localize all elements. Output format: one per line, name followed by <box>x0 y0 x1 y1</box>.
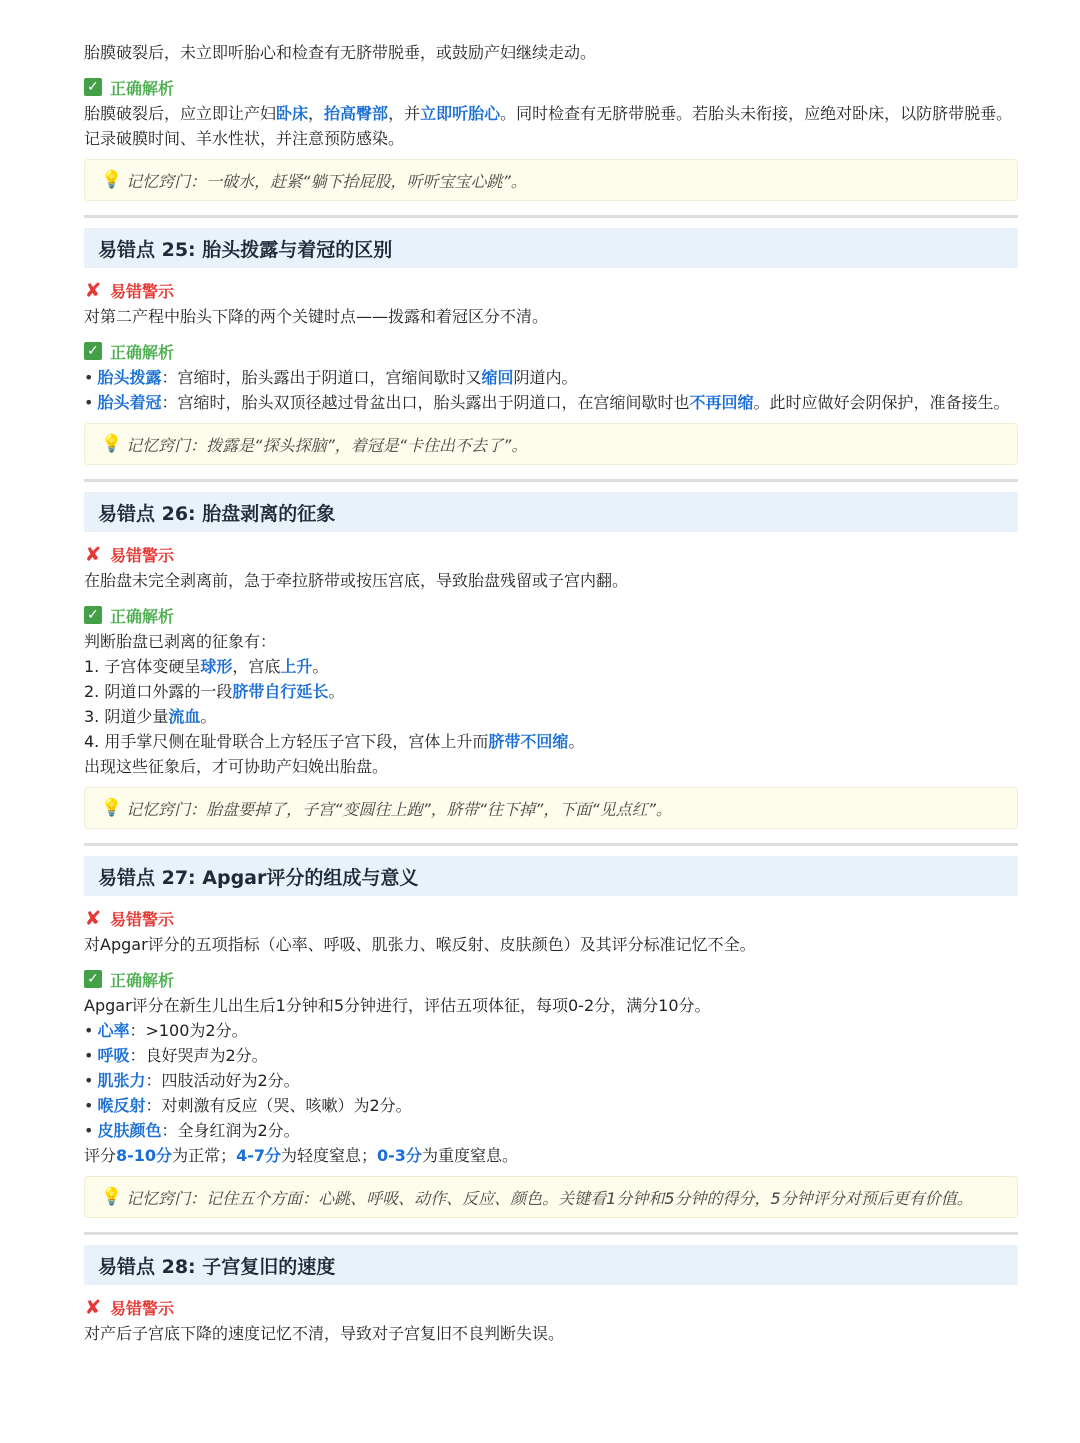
warning-26: 在胎盘未完全剥离前，急于牵拉脐带或按压宫底，导致胎盘残留或子宫内翻。 <box>84 571 629 590</box>
warning-label: ✘ 易错警示 <box>84 542 175 566</box>
list-item: • 心率：>100为2分。 <box>84 1021 248 1040</box>
section-title-25: 易错点 25: 胎头拨露与着冠的区别 <box>84 228 1018 268</box>
warning-27: 对Apgar评分的五项指标（心率、呼吸、肌张力、喉反射、皮肤颜色）及其评分标准记忆不全。 <box>84 935 756 954</box>
list-item: 4. 用手掌尺侧在耻骨联合上方轻压子宫下段，宫体上升而脐带不回缩。 <box>84 732 585 751</box>
section-title-28: 易错点 28: 子宫复旧的速度 <box>84 1245 1018 1285</box>
warning-label: ✘ 易错警示 <box>84 278 175 302</box>
list-item: • 呼吸：良好哭声为2分。 <box>84 1046 268 1065</box>
score-27: 评分8-10分为正常；4-7分为轻度窒息；0-3分为重度窒息。 <box>84 1146 518 1165</box>
section-title-27: 易错点 27: Apgar评分的组成与意义 <box>84 856 1018 896</box>
end-26: 出现这些征象后，才可协助产妇娩出胎盘。 <box>84 757 389 776</box>
divider <box>84 843 1018 846</box>
correct-label: ✓ 正确解析 <box>84 339 1018 363</box>
analysis-24: 胎膜破裂后，应立即让产妇卧床，抬高臀部，并立即听胎心。同时检查有无脐带脱垂。若胎头未衔接，应绝对卧床，以防脐带脱垂。记录破膜时间、羊水性状，并注意预防感染。 <box>84 104 1013 148</box>
cross-icon: ✘ <box>84 278 102 302</box>
tip-27: 💡 记忆窍门：记住五个方面：心跳、呼吸、动作、反应、颜色。关键看1分钟和5分钟的得分，5分钟评分对预后更有价值。 <box>84 1176 1018 1218</box>
list-item: 1. 子宫体变硬呈球形，宫底上升。 <box>84 657 329 676</box>
list-item: 3. 阴道少量流血。 <box>84 707 217 726</box>
section-title-26: 易错点 26: 胎盘剥离的征象 <box>84 492 1018 532</box>
divider <box>84 215 1018 218</box>
warning-label: ✘ 易错警示 <box>84 906 175 930</box>
warning-28: 对产后子宫底下降的速度记忆不清，导致对子宫复旧不良判断失误。 <box>84 1324 565 1343</box>
list-item: • 肌张力：四肢活动好为2分。 <box>84 1071 300 1090</box>
check-icon: ✓ <box>84 606 102 624</box>
tip-24: 💡 记忆窍门：一破水，赶紧“躺下抬屁股，听听宝宝心跳”。 <box>84 159 1018 201</box>
content <box>84 40 1018 1346</box>
lead-27: Apgar评分在新生儿出生后1分钟和5分钟进行，评估五项体征，每项0-2分，满分10分。 <box>84 996 711 1015</box>
tip-25: 💡 记忆窍门：拨露是“探头探脑”，着冠是“卡住出不去了”。 <box>84 423 1018 465</box>
lightbulb-icon: 💡 <box>101 798 123 818</box>
cross-icon: ✘ <box>84 1295 102 1319</box>
correct-label: ✓ 正确解析 <box>84 603 1018 627</box>
tip-26: 💡 记忆窍门：胎盘要掉了，子宫“变圆往上跑”，脐带“往下掉”，下面“见点红”。 <box>84 787 1018 829</box>
check-icon: ✓ <box>84 970 102 988</box>
correct-label: ✓ 正确解析 <box>84 967 1018 991</box>
correct-label: ✓ 正确解析 <box>84 75 1018 99</box>
divider <box>84 1232 1018 1235</box>
check-icon: ✓ <box>84 78 102 96</box>
warning-25: 对第二产程中胎头下降的两个关键时点——拨露和着冠区分不清。 <box>84 307 549 326</box>
list-item: • 胎头拨露：宫缩时，胎头露出于阴道口，宫缩间歇时又缩回阴道内。 <box>84 368 578 387</box>
divider <box>84 479 1018 482</box>
lightbulb-icon: 💡 <box>101 170 123 190</box>
intro-text: 胎膜破裂后，未立即听胎心和检查有无脐带脱垂，或鼓励产妇继续走动。 <box>84 43 597 62</box>
lightbulb-icon: 💡 <box>101 434 123 454</box>
lightbulb-icon: 💡 <box>101 1187 123 1207</box>
list-item: • 喉反射：对刺激有反应（哭、咳嗽）为2分。 <box>84 1096 412 1115</box>
list-item: • 胎头着冠：宫缩时，胎头双顶径越过骨盆出口，胎头露出于阴道口，在宫缩间歇时也不再回缩。此时应做好会阴保护，准备接生。 <box>84 393 1010 412</box>
lead-26: 判断胎盘已剥离的征象有： <box>84 632 277 651</box>
cross-icon: ✘ <box>84 542 102 566</box>
list-item: • 皮肤颜色：全身红润为2分。 <box>84 1121 300 1140</box>
warning-label: ✘ 易错警示 <box>84 1295 175 1319</box>
cross-icon: ✘ <box>84 906 102 930</box>
check-icon: ✓ <box>84 342 102 360</box>
list-item: 2. 阴道口外露的一段脐带自行延长。 <box>84 682 345 701</box>
